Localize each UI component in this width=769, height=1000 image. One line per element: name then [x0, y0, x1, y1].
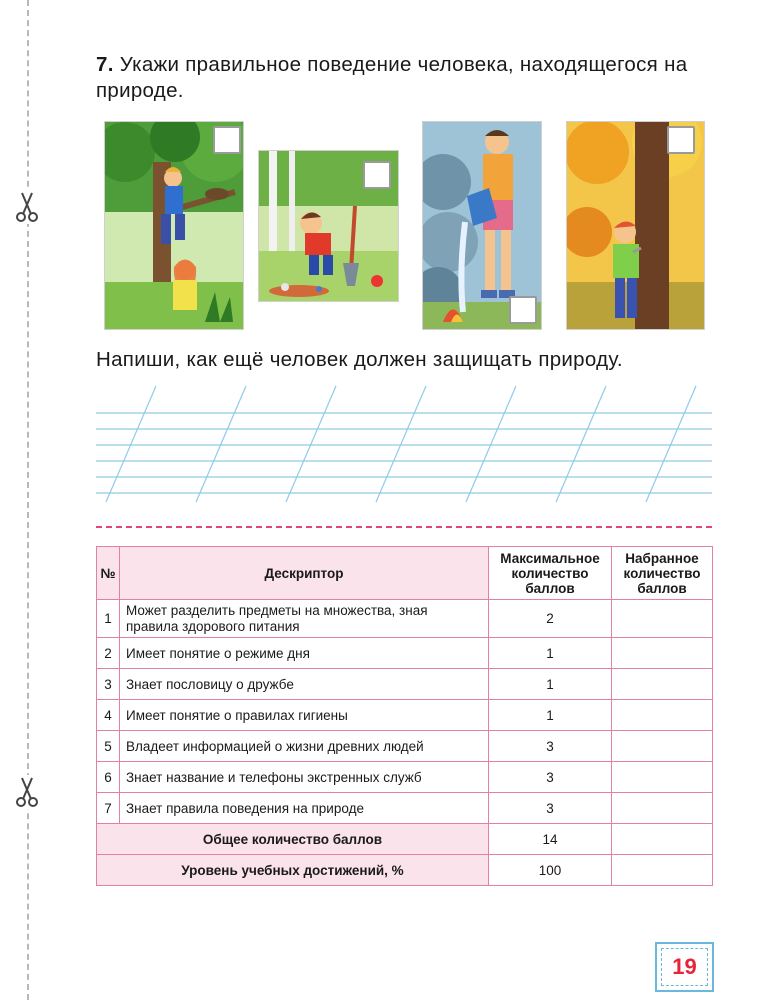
row-score-cell[interactable]: [612, 669, 713, 700]
page-number: 19: [672, 954, 697, 979]
row-score-cell[interactable]: [612, 762, 713, 793]
row-descriptor: Имеет понятие о режиме дня: [120, 638, 489, 669]
header-max: Максимальное количество баллов: [489, 547, 612, 600]
table-row: [97, 793, 713, 824]
total-label: Общее количество баллов: [97, 824, 489, 855]
row-num: 3: [97, 669, 120, 700]
table-row: [97, 600, 713, 638]
picture-boy-digging: [258, 150, 399, 302]
row-descriptor: Знает правила поведения на природе: [120, 793, 489, 824]
row-descriptor: Имеет понятие о правилах гигиены: [120, 700, 489, 731]
row-num: 6: [97, 762, 120, 793]
answer-checkbox[interactable]: [509, 296, 537, 324]
row-num: 5: [97, 731, 120, 762]
row-max: 3: [489, 731, 612, 762]
task-statement: [96, 52, 716, 104]
answer-checkbox[interactable]: [213, 126, 241, 154]
row-num: 4: [97, 700, 120, 731]
scissors-icon: [12, 190, 42, 224]
row-num: 7: [97, 793, 120, 824]
scissors-icon: [12, 775, 42, 809]
row-num: 1: [97, 600, 120, 638]
task-text: Укажи правильное поведение человека, находящегося на природе.: [96, 53, 688, 102]
row-max: 1: [489, 638, 612, 669]
row-descriptor: Знает название и телефоны экстренных служб: [120, 762, 489, 793]
total-score-cell[interactable]: [612, 824, 713, 855]
section-divider: [96, 526, 712, 528]
row-max: 1: [489, 700, 612, 731]
level-row: [97, 855, 713, 886]
writing-task: Напиши, как ещё человек должен защищать природу.: [96, 348, 623, 371]
row-max: 3: [489, 762, 612, 793]
picture-boy-climbing-tree: [104, 121, 244, 330]
total-max: 14: [489, 824, 612, 855]
row-descriptor: Знает пословицу о дружбе: [120, 669, 489, 700]
header-num: №: [97, 547, 120, 600]
task-number: 7.: [96, 53, 114, 76]
row-descriptor: Может разделить предметы на множества, зная правила здорового питания: [120, 600, 489, 638]
total-row: [97, 824, 713, 855]
cut-line: [27, 0, 29, 1000]
row-descriptor: Владеет информацией о жизни древних людей: [120, 731, 489, 762]
handwriting-lines[interactable]: [96, 380, 712, 510]
row-max: 1: [489, 669, 612, 700]
picture-boy-carving-tree: [566, 121, 705, 330]
row-score-cell[interactable]: [612, 600, 713, 638]
table-row: [97, 638, 713, 669]
answer-checkbox[interactable]: [363, 161, 391, 189]
row-num: 2: [97, 638, 120, 669]
answer-checkbox[interactable]: [667, 126, 695, 154]
table-row: [97, 762, 713, 793]
table-row: [97, 700, 713, 731]
level-score-cell[interactable]: [612, 855, 713, 886]
assessment-table: [96, 546, 713, 886]
row-max: 2: [489, 600, 612, 638]
row-score-cell[interactable]: [612, 731, 713, 762]
level-label: Уровень учебных достижений, %: [97, 855, 489, 886]
page-number-box: [655, 942, 714, 992]
table-row: [97, 731, 713, 762]
table-row: [97, 669, 713, 700]
header-got: Набранное количество баллов: [612, 547, 713, 600]
row-max: 3: [489, 793, 612, 824]
row-score-cell[interactable]: [612, 638, 713, 669]
table-header-row: [97, 547, 713, 600]
row-score-cell[interactable]: [612, 700, 713, 731]
row-score-cell[interactable]: [612, 793, 713, 824]
header-descriptor: Дескриптор: [120, 547, 489, 600]
picture-man-pouring-water: [422, 121, 542, 330]
level-max: 100: [489, 855, 612, 886]
